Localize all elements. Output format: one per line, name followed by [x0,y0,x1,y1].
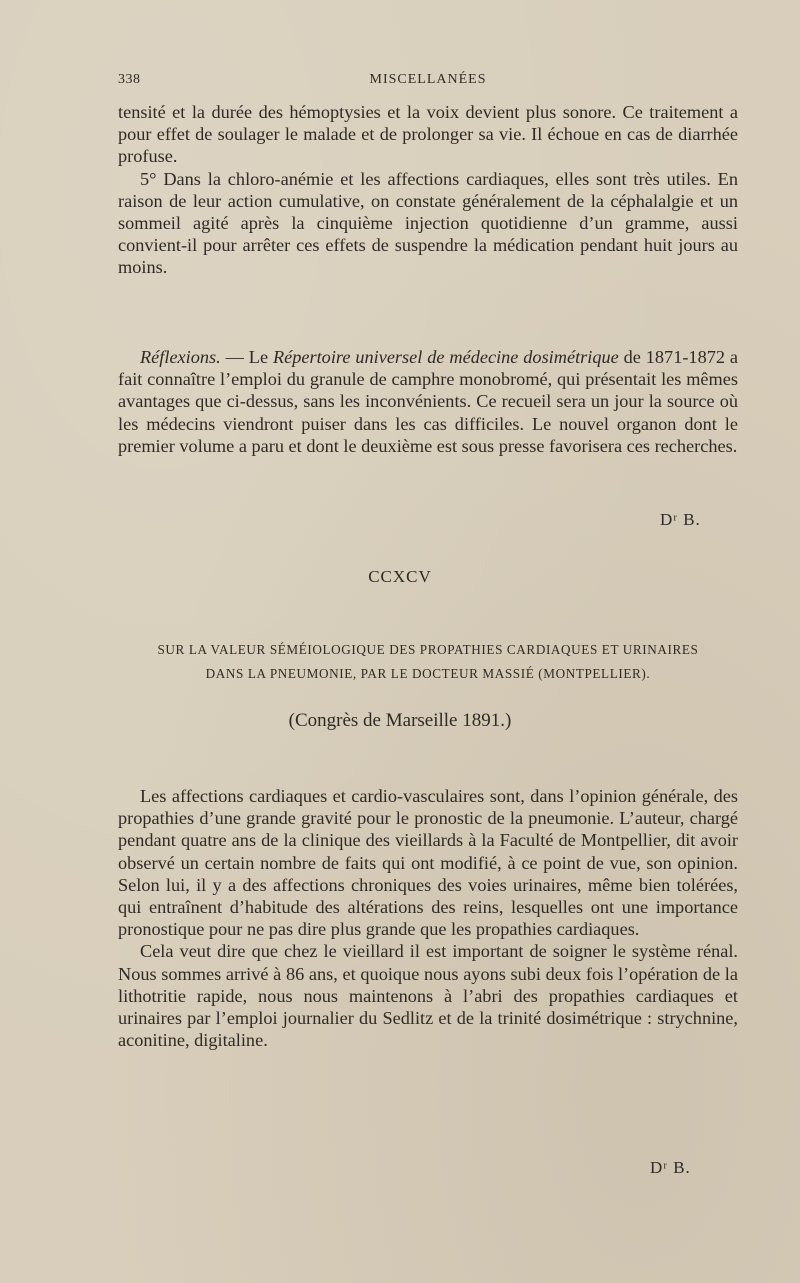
running-head [118,72,738,92]
text-block-reflexions [118,346,738,457]
running-title: MISCELLANÉES [369,72,487,87]
congress-subtitle: (Congrès de Marseille 1891.) [288,710,512,731]
reflexions-text: de 1871-1872 a fait connaître l’emploi du granule de camphre monobromé, qui présentait les mêmes avantages que ci-dessus, sans les inconvénients. Ce recueil sera un jour la source où les médecins viendront puiser dans les cas difficiles. Le nouvel organon dont le premier volume a paru et dont le deuxième est sous presse favorisera ces recherches. [118,347,738,456]
paragraph-reflexions [118,346,738,457]
paragraph-systeme-renal: Cela veut dire que chez le vieillard il est important de soigner le système rénal. Nous sommes arrivé à 86 ans, et quoique nous ayons subi deux fois l’opération de la lithotritie rapide, nous nous maintenons à l’abri des propathies cardiaques et urinaires par l’emploi journalier du Sedlitz et de la trinité dosimétrique : strychnine, aconitine, digitaline. [118,941,738,1051]
article-title-line-1: SUR LA VALEUR SÉMÉIOLOGIQUE DES PROPATHIES CARDIAQUES ET URINAIRES [157,642,699,657]
text-block-bottom [118,785,738,1051]
repertoire-title: Répertoire universel de médecine dosimétrique [272,347,619,367]
section-number: CCXCV [368,567,432,586]
page-number: 338 [118,72,141,87]
paragraph-chloro-anemie: 5° Dans la chloro-anémie et les affections cardiaques, elles sont très utiles. En raison de leur action cumulative, on constate généralement de la céphalalgie et un sommeil agité après la cinquième injection quotidienne d’un gramme, aussi convient-il pour arrêter ces effets de suspendre la médication pendant huit jours au moins. [118,168,738,278]
signature-second: Dʳ B. [650,1158,691,1177]
paragraph-hemoptysies: tensité et la durée des hémoptysies et la voix devient plus sonore. Ce traitement a pour effet de soulager le malade et de prolonger sa vie. Il échoue en cas de diarrhée profuse. [118,102,738,167]
reflexions-label: Réflexions. [140,347,221,367]
text-block-top [118,101,738,279]
signature-first: Dʳ B. [660,510,701,529]
article-title [118,638,738,686]
paragraph-affections-cardiaques: Les affections cardiaques et cardio-vasculaires sont, dans l’opinion générale, des propathies d’une grande gravité pour le pronostic de la pneumonie. L’auteur, chargé pendant quatre ans de la clinique des vieillards à la Faculté de Montpellier, dit avoir observé un certain nombre de faits qui ont modifié, à ce point de vue, son opinion. Selon lui, il y a des affections chroniques des voies urinaires, même bien tolérées, qui entraînent d’habitude des altérations des reins, lesquelles ont une importance pronostique pour ne pas dire plus grande que les propathies cardiaques. [118,786,738,940]
reflexions-dash: — Le [220,347,273,367]
article-title-line-2: DANS LA PNEUMONIE, PAR LE DOCTEUR MASSIÉ (MONTPELLIER). [205,666,651,681]
